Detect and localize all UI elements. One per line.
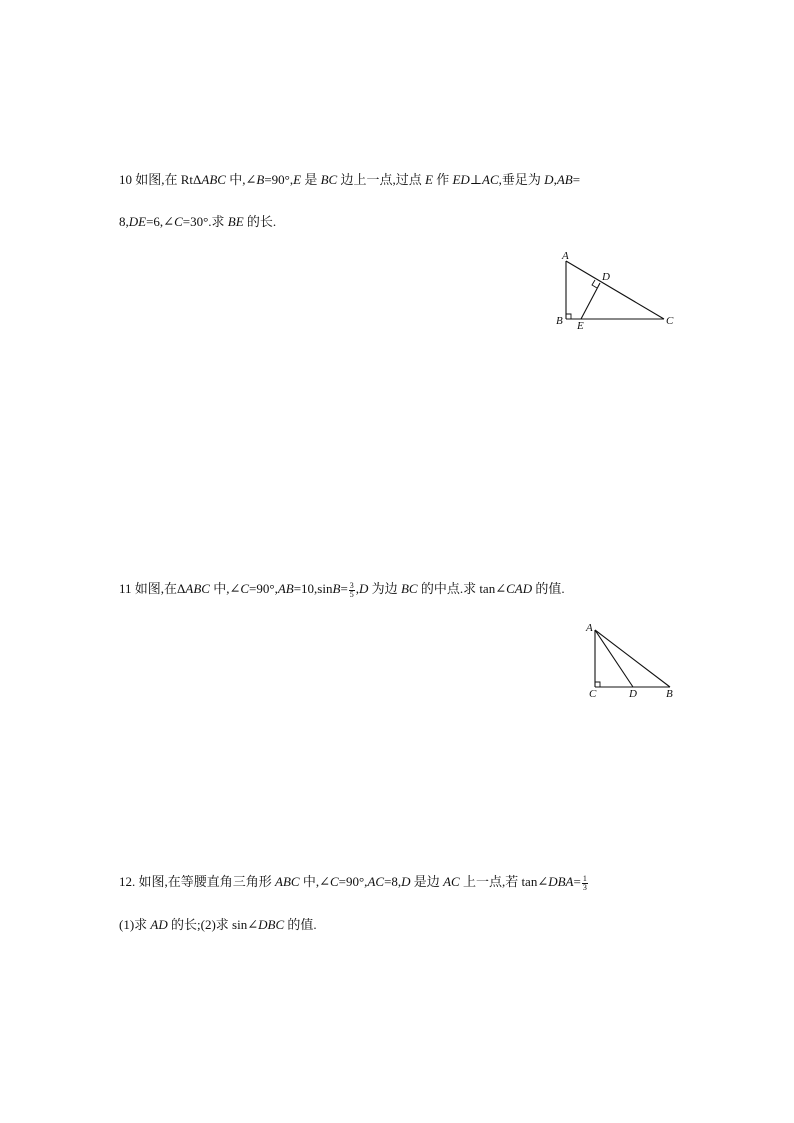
problem-10-figure [550,248,685,333]
label-a: A [586,622,593,634]
label-d: D [602,271,610,283]
right-angle-mark-c [595,682,600,687]
problem-11-figure [583,620,683,702]
label-b: B [666,688,673,700]
fraction-three-fifths: $\frac{3}{5}$ [349,580,354,599]
label-c: C [666,315,674,327]
right-angle-mark-b [566,314,571,319]
segment-ed [581,283,600,319]
problem-11-line: 11 如图,在ΔABC 中,∠C=90°,AB=10,sinB= $\frac{3}{5}$ ,D 为边 BC 的中点.求 tan∠CAD 的值. [119,580,565,599]
fraction-one-third: $\frac{1}{3}$ [582,873,587,892]
segment-ac [566,261,664,319]
problem-10-line-2: 8,DE=6,∠C=30°.求 BE 的长. [119,214,277,229]
label-d: D [629,688,637,700]
problem-12-line-2: (1)求 AD 的长;(2)求 sin∠DBC 的值. [119,917,317,932]
label-c: C [589,688,597,700]
segment-ab [595,630,670,687]
right-angle-mark-d [592,280,597,288]
label-e: E [577,320,584,332]
label-a: A [562,250,569,262]
label-b: B [556,315,563,327]
segment-ad [595,630,633,687]
problem-12-line-1: 12. 如图,在等腰直角三角形 ABC 中,∠C=90°,AC=8,D 是边 AC 上一点,若 tan∠DBA= $\frac{1}{3}$ [119,873,587,892]
problem-10-line-1: 10 如图,在 RtΔABC 中,∠B=90°,E 是 BC 边上一点,过点 E 作 ED⊥AC,垂足为 D,AB= [119,172,581,187]
